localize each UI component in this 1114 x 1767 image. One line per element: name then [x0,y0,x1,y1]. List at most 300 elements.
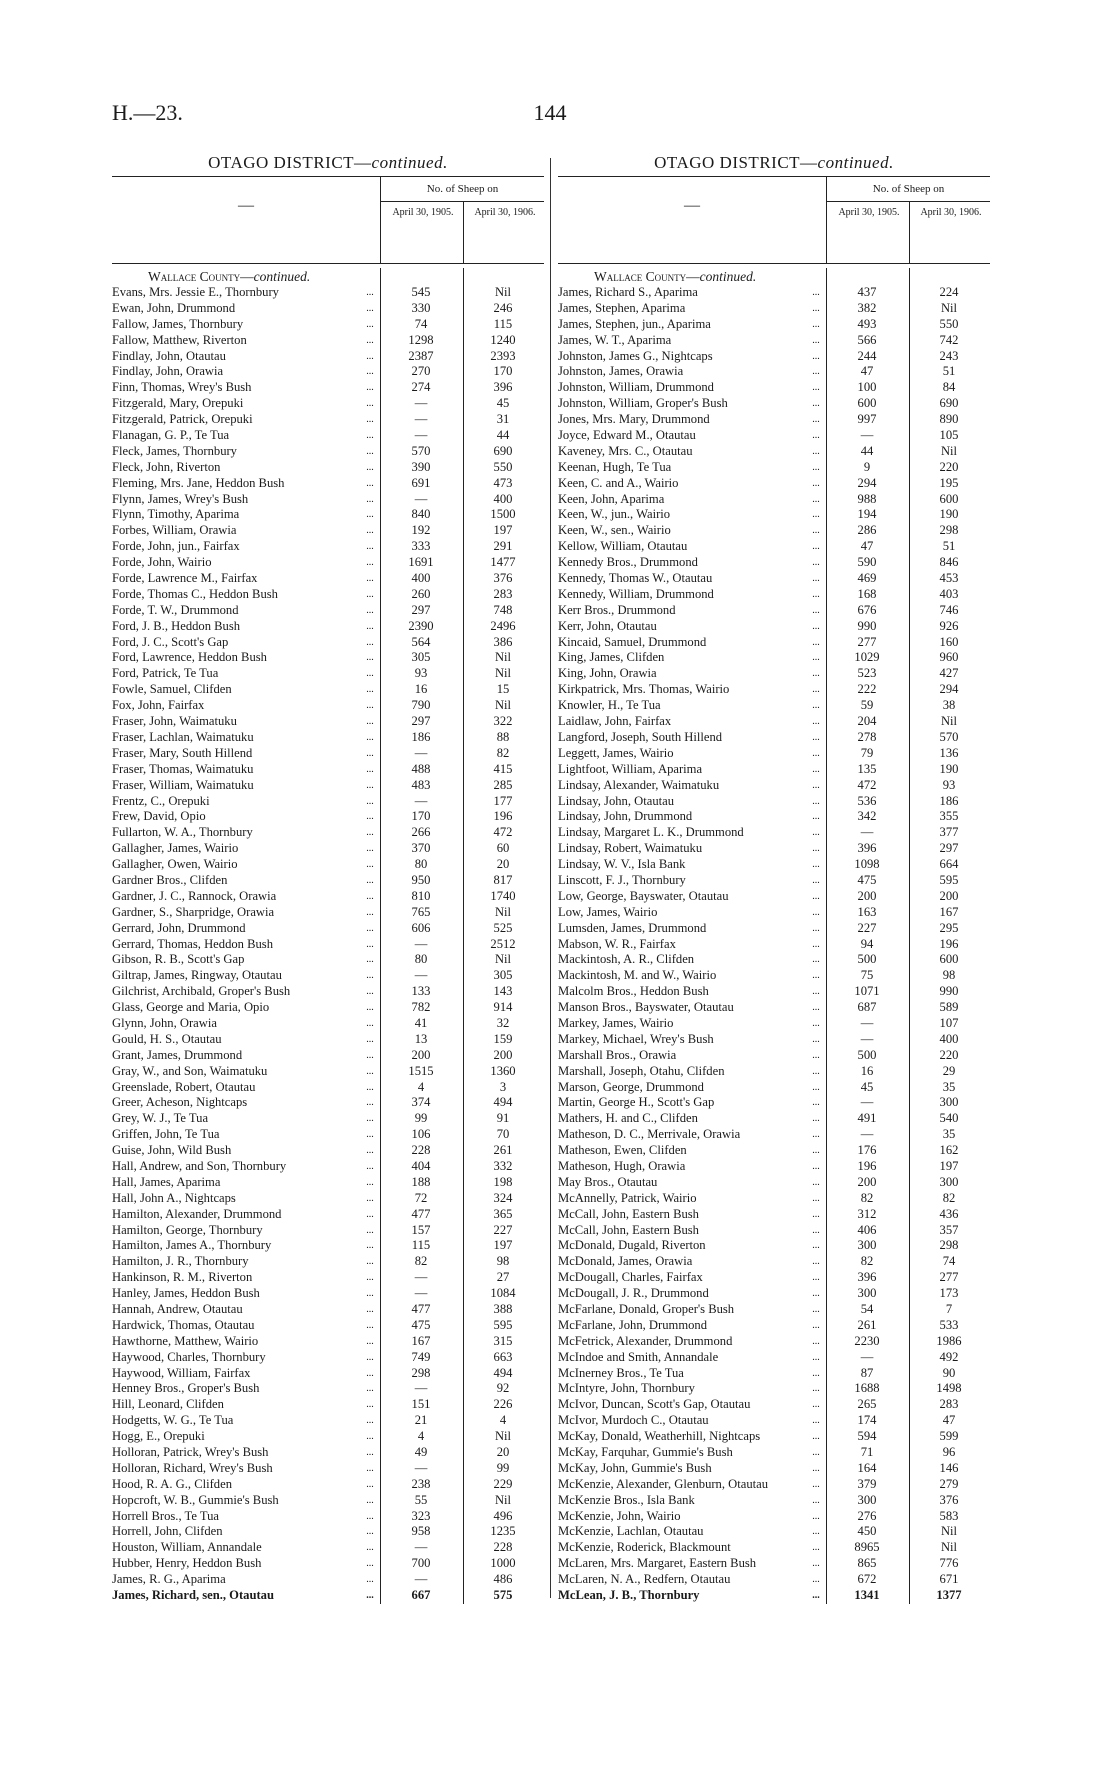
owner-name: Matheson, Hugh, Orawia [558,1158,686,1173]
owner-name: McLaren, N. A., Redfern, Otautau [558,1572,731,1587]
sheep-count-1905: 370 [411,841,431,856]
owner-name: Lightfoot, William, Aparima [558,761,703,776]
leader-dots: ... [812,588,820,600]
table-row [558,984,990,1000]
sheep-count-1905: 2390 [408,618,434,633]
sheep-count-1906: 322 [493,714,513,729]
owner-name: James, W. T., Aparima [558,332,672,347]
sheep-count-1906: Nil [940,1524,958,1539]
owner-name: Forde, Lawrence M., Fairfax [112,571,258,586]
table-row [558,571,990,587]
sheep-count-1906: 297 [939,841,959,856]
leader-dots: ... [366,493,374,505]
sheep-count-1905: 74 [414,316,428,331]
sheep-count-1906: Nil [494,1492,512,1507]
table-row [112,285,544,301]
owner-name: Lindsay, John, Drummond [558,809,693,824]
table-row [558,1493,990,1509]
leader-dots: ... [366,636,374,648]
owner-name: McLean, J. B., Thornbury [558,1588,700,1603]
table-row [558,1016,990,1032]
leader-dots: ... [812,1319,820,1331]
sheep-count-1905: 151 [411,1397,431,1412]
sheep-count-1905: 80 [414,952,428,967]
owner-name: Greer, Acheson, Nightcaps [112,1095,248,1110]
sheep-count-1906: 1084 [490,1286,516,1301]
sheep-count-1906: 540 [939,1111,959,1126]
sheep-count-1906: 664 [939,857,959,872]
table-row [112,730,544,746]
leader-dots: ... [366,350,374,362]
table-row [112,825,544,841]
sheep-count-1905: 1298 [408,332,434,347]
leader-dots: ... [366,1462,374,1474]
owner-name: McKay, Donald, Weatherhill, Nightcaps [558,1429,761,1444]
owner-name: Martin, George H., Scott's Gap [558,1095,715,1110]
sheep-count-1905: 782 [411,1000,431,1015]
sheep-count-1905: 227 [857,920,877,935]
table-row [558,476,990,492]
leader-dots: ... [812,890,820,902]
sheep-count-1905: 286 [857,523,877,538]
sheep-count-1906: 143 [493,984,513,999]
sheep-count-1905: 100 [857,380,877,395]
table-row [112,492,544,508]
sheep-count-1905: 404 [411,1158,431,1173]
leader-dots: ... [366,1017,374,1029]
sheep-count-1906: 746 [939,602,959,617]
sheep-count-1905: — [414,1540,428,1555]
owner-name: Forde, Thomas C., Heddon Bush [112,586,278,601]
sheep-count-1905: 170 [411,809,431,824]
sheep-count-1905: — [414,968,428,983]
table-row [112,666,544,682]
sheep-count-1905: 21 [414,1413,428,1428]
sheep-count-1906: 298 [939,523,959,538]
sheep-count-1906: 960 [939,650,959,665]
leader-dots: ... [812,716,820,728]
sheep-count-1905: 222 [857,682,877,697]
owner-name: Markey, James, Wairio [558,1015,674,1030]
table-row [112,1127,544,1143]
table-row [112,1524,544,1540]
table-row [558,349,990,365]
table-row [558,1080,990,1096]
sheep-count-1906: Nil [494,952,512,967]
sheep-count-1905: 500 [857,952,877,967]
page-number: 144 [533,100,567,125]
table-row [558,1254,990,1270]
owner-name: Glass, George and Maria, Opio [112,1000,270,1015]
table-row [112,1143,544,1159]
leader-dots: ... [366,1558,374,1570]
leader-dots: ... [812,1049,820,1061]
leader-dots: ... [366,541,374,553]
table-row [112,476,544,492]
leader-dots: ... [366,1033,374,1045]
leader-dots: ... [812,1590,820,1602]
table-row [558,889,990,905]
left-col-1905-header: April 30, 1905. [392,207,454,218]
leader-dots: ... [812,302,820,314]
sheep-count-1905: 59 [860,698,874,713]
sheep-count-1905: 47 [860,539,874,554]
sheep-count-1906: 570 [939,729,959,744]
sheep-count-1906: 277 [939,1270,959,1285]
leader-dots: ... [812,604,820,616]
leader-dots: ... [366,573,374,585]
sheep-count-1906: 690 [493,443,513,458]
table-row [112,1397,544,1413]
sheep-count-1906: 776 [939,1556,959,1571]
sheep-count-1905: 469 [857,571,877,586]
sheep-count-1905: 1515 [408,1063,434,1078]
leader-dots: ... [812,334,820,346]
leader-dots: ... [812,1224,820,1236]
table-row [558,1318,990,1334]
leader-dots: ... [812,1129,820,1141]
sheep-count-1906: 220 [939,1047,959,1062]
sheep-count-1906: 31 [496,412,510,427]
sheep-count-1906: 332 [493,1158,513,1173]
sheep-count-1905: 300 [857,1492,877,1507]
leader-dots: ... [812,525,820,537]
sheep-count-1906: 27 [496,1270,510,1285]
sheep-count-1905: 687 [857,1000,877,1015]
table-row [558,317,990,333]
sheep-count-1906: 190 [939,761,959,776]
owner-name: Haywood, William, Fairfax [112,1365,251,1380]
leader-dots: ... [812,1494,820,1506]
sheep-count-1906: 93 [942,777,956,792]
owner-name: Holloran, Richard, Wrey's Bush [112,1460,273,1475]
table-row [112,682,544,698]
table-row [558,1397,990,1413]
owner-name: Houston, William, Annandale [112,1540,262,1555]
owner-name: James, Richard S., Aparima [558,285,698,299]
sheep-count-1905: 997 [857,412,877,427]
sheep-count-1906: 29 [942,1063,956,1078]
sheep-count-1905: 990 [857,618,877,633]
sheep-count-1906: 926 [939,618,959,633]
sheep-count-1905: 379 [857,1476,877,1491]
sheep-count-1906: 298 [939,1238,959,1253]
leader-dots: ... [812,1415,820,1427]
owner-name: Lindsay, Margaret L. K., Drummond [558,825,744,840]
leader-dots: ... [812,1335,820,1347]
owner-name: Keen, W., jun., Wairio [558,507,671,522]
leader-dots: ... [366,1240,374,1252]
sheep-count-1905: 396 [857,1270,877,1285]
leader-dots: ... [366,1319,374,1331]
table-row [558,1223,990,1239]
table-row [112,1445,544,1461]
sheep-count-1906: Nil [940,714,958,729]
owner-name: Horrell Bros., Te Tua [112,1508,219,1523]
owner-name: Hill, Leonard, Clifden [112,1397,224,1412]
sheep-count-1906: 47 [942,1413,956,1428]
sheep-count-1906: 197 [939,1158,959,1173]
sheep-count-1906: 690 [939,396,959,411]
table-row [558,1350,990,1366]
column-divider [550,158,551,1598]
owner-name: Matheson, D. C., Merrivale, Orawia [558,1127,741,1142]
table-row [558,1381,990,1397]
owner-name: Fleck, James, Thornbury [112,443,237,458]
sheep-count-1906: 494 [493,1365,513,1380]
sheep-count-1905: 13 [414,1031,428,1046]
sheep-count-1905: 8965 [854,1540,880,1555]
sheep-count-1906: 84 [942,380,956,395]
leader-dots: ... [812,1351,820,1363]
sheep-count-1905: 75 [860,968,874,983]
owner-name: Manson Bros., Bayswater, Otautau [558,1000,734,1015]
sheep-count-1905: 115 [411,1238,431,1253]
table-row [558,1556,990,1572]
owner-name: Hodgetts, W. G., Te Tua [112,1413,234,1428]
table-row [112,1223,544,1239]
table-row [112,1000,544,1016]
table-row [558,1540,990,1556]
sheep-count-1906: Nil [494,1429,512,1444]
leader-dots: ... [366,382,374,394]
leader-dots: ... [812,1192,820,1204]
table-row [112,1334,544,1350]
leader-dots: ... [366,509,374,521]
table-row [558,841,990,857]
leader-dots: ... [366,1383,374,1395]
owner-name: Mabson, W. R., Fairfax [558,936,676,951]
sheep-count-1906: 990 [939,984,959,999]
sheep-count-1905: 47 [860,364,874,379]
leader-dots: ... [812,1160,820,1172]
owner-name: Gray, W., and Son, Waimatuku [112,1063,268,1078]
right-county-heading: Wallace County—continued. [594,269,757,284]
sheep-count-1905: 765 [411,904,431,919]
sheep-count-1906: 196 [493,809,513,824]
leader-dots: ... [366,1002,374,1014]
leader-dots: ... [366,1097,374,1109]
sheep-count-1905: — [414,936,428,951]
owner-name: King, James, Clifden [558,650,665,665]
sheep-count-1906: 186 [939,793,959,808]
owner-name: Lindsay, Alexander, Waimatuku [558,777,720,792]
owner-name: Gallagher, Owen, Wairio [112,857,238,872]
leader-dots: ... [812,1002,820,1014]
table-row [112,444,544,460]
sheep-count-1906: 663 [493,1349,513,1364]
table-row [112,349,544,365]
owner-name: McKenzie, John, Wairio [558,1508,681,1523]
sheep-count-1905: 244 [857,348,877,363]
owner-name: Hopcroft, W. B., Gummie's Bush [112,1492,279,1507]
owner-name: McKay, John, Gummie's Bush [558,1460,712,1475]
leader-dots: ... [812,1288,820,1300]
table-row [112,555,544,571]
leader-dots: ... [812,1478,820,1490]
sheep-count-1906: 396 [493,380,513,395]
leader-dots: ... [812,509,820,521]
owner-name: Finn, Thomas, Wrey's Bush [112,380,252,395]
sheep-count-1905: 437 [857,285,877,299]
sheep-count-1905: — [860,825,874,840]
table-row [112,1286,544,1302]
table-row [112,905,544,921]
sheep-count-1905: 300 [857,1286,877,1301]
owner-name: Low, George, Bayswater, Otautau [558,888,729,903]
leader-dots: ... [366,1224,374,1236]
sheep-count-1905: 606 [411,920,431,935]
sheep-count-1905: 4 [417,1079,425,1094]
sheep-count-1905: 278 [857,729,877,744]
sheep-count-1906: 742 [939,332,959,347]
sheep-count-1905: 277 [857,634,877,649]
sheep-count-1905: 164 [857,1460,877,1475]
owner-name: Hall, John A., Nightcaps [112,1190,236,1205]
leader-dots: ... [812,1526,820,1538]
table-row [112,1064,544,1080]
owner-name: Fox, John, Fairfax [112,698,205,713]
sheep-count-1906: 44 [496,428,510,443]
owner-name: Frew, David, Opio [112,809,206,824]
sheep-count-1905: 500 [857,1047,877,1062]
owner-name: James, R. G., Aparima [112,1572,226,1587]
sheep-count-1906: 494 [493,1095,513,1110]
leader-dots: ... [366,430,374,442]
leader-dots: ... [366,414,374,426]
leader-dots: ... [366,874,374,886]
left-column [112,150,544,1604]
sheep-count-1906: 60 [496,841,510,856]
sheep-count-1906: 1235 [490,1524,516,1539]
leader-dots: ... [812,986,820,998]
left-county-heading: Wallace County—continued. [148,269,311,284]
leader-dots: ... [366,668,374,680]
sheep-count-1906: 496 [493,1508,513,1523]
owner-name: Grant, James, Drummond [112,1047,243,1062]
sheep-count-1905: 374 [411,1095,431,1110]
table-row [112,746,544,762]
right-table-title: OTAGO DISTRICT—continued. [654,153,894,172]
sheep-count-1906: 146 [939,1460,959,1475]
table-row [558,380,990,396]
owner-name: McKay, Farquhar, Gummie's Bush [558,1445,733,1460]
sheep-count-1905: 523 [857,666,877,681]
owner-name: Kaveney, Mrs. C., Otautau [558,443,693,458]
sheep-count-1905: — [860,1127,874,1142]
leader-dots: ... [366,1288,374,1300]
table-row [558,1524,990,1540]
leader-dots: ... [366,1065,374,1077]
leader-dots: ... [366,1081,374,1093]
owner-name: McIvor, Duncan, Scott's Gap, Otautau [558,1397,751,1412]
owner-name: Kirkpatrick, Mrs. Thomas, Wairio [558,682,730,697]
sheep-count-1906: 74 [942,1254,956,1269]
leader-dots: ... [812,1542,820,1554]
table-row [112,507,544,523]
owner-name: Forbes, William, Orawia [112,523,237,538]
owner-name: McInerney Bros., Te Tua [558,1365,684,1380]
table-row [112,1509,544,1525]
leader-dots: ... [812,906,820,918]
table-row [112,1381,544,1397]
leader-dots: ... [366,827,374,839]
owner-name: Johnston, William, Groper's Bush [558,396,728,411]
sheep-count-1905: 157 [411,1222,431,1237]
table-row [112,1350,544,1366]
sheep-count-1905: 676 [857,602,877,617]
owner-name: Gardner, S., Sharpridge, Orawia [112,904,275,919]
table-row [558,333,990,349]
table-row [112,1556,544,1572]
table-row [558,1032,990,1048]
leader-dots: ... [812,414,820,426]
leader-dots: ... [812,970,820,982]
sheep-count-1906: 45 [496,396,510,411]
page-identifier: H.—23. [112,100,183,125]
owner-name: Lumsden, James, Drummond [558,920,707,935]
leader-dots: ... [366,938,374,950]
sheep-count-1906: 246 [493,300,513,315]
table-row [112,1159,544,1175]
owner-name: Holloran, Patrick, Wrey's Bush [112,1445,269,1460]
leader-dots: ... [366,970,374,982]
leader-dots: ... [366,922,374,934]
owner-name: Gibson, R. B., Scott's Gap [112,952,245,967]
sheep-count-1906: 107 [939,1015,959,1030]
sheep-count-1905: 87 [860,1365,874,1380]
sheep-count-1906: 82 [496,745,510,760]
left-group-header: No. of Sheep on [381,177,544,202]
sheep-count-1905: 1341 [854,1588,880,1603]
leader-dots: ... [366,795,374,807]
sheep-count-1905: 396 [857,841,877,856]
leader-dots: ... [366,525,374,537]
sheep-count-1906: 403 [939,586,959,601]
leader-dots: ... [366,477,374,489]
sheep-count-1905: — [860,1015,874,1030]
owner-name: Linscott, F. J., Thornbury [558,872,686,887]
sheep-count-1906: 575 [493,1588,513,1603]
owner-name: Gardner, J. C., Rannock, Orawia [112,888,277,903]
right-col-1905-header: April 30, 1905. [838,207,900,218]
owner-name: Fraser, Lachlan, Waimatuku [112,729,254,744]
sheep-count-1905: — [414,396,428,411]
sheep-count-1905: 265 [857,1397,877,1412]
sheep-count-1905: 9 [863,459,871,474]
table-row [558,1334,990,1350]
leader-dots: ... [366,700,374,712]
sheep-count-1906: 283 [493,586,513,601]
leader-dots: ... [812,461,820,473]
table-row [558,428,990,444]
sheep-count-1905: 266 [411,825,431,840]
owner-name: Forde, John, jun., Fairfax [112,539,240,554]
owner-name: Matheson, Ewen, Clifden [558,1143,687,1158]
sheep-count-1906: 82 [942,1190,956,1205]
owner-name: Lindsay, W. V., Isla Bank [558,857,686,872]
owner-name: McCall, John, Eastern Bush [558,1222,699,1237]
leader-dots: ... [366,1192,374,1204]
owner-name: Marshall Bros., Orawia [558,1047,677,1062]
sheep-count-1906: 167 [939,904,959,919]
sheep-count-1905: 840 [411,507,431,522]
leader-dots: ... [366,731,374,743]
table-row [112,952,544,968]
sheep-count-1905: 93 [414,666,428,681]
leader-dots: ... [812,1383,820,1395]
leader-dots: ... [366,287,374,298]
